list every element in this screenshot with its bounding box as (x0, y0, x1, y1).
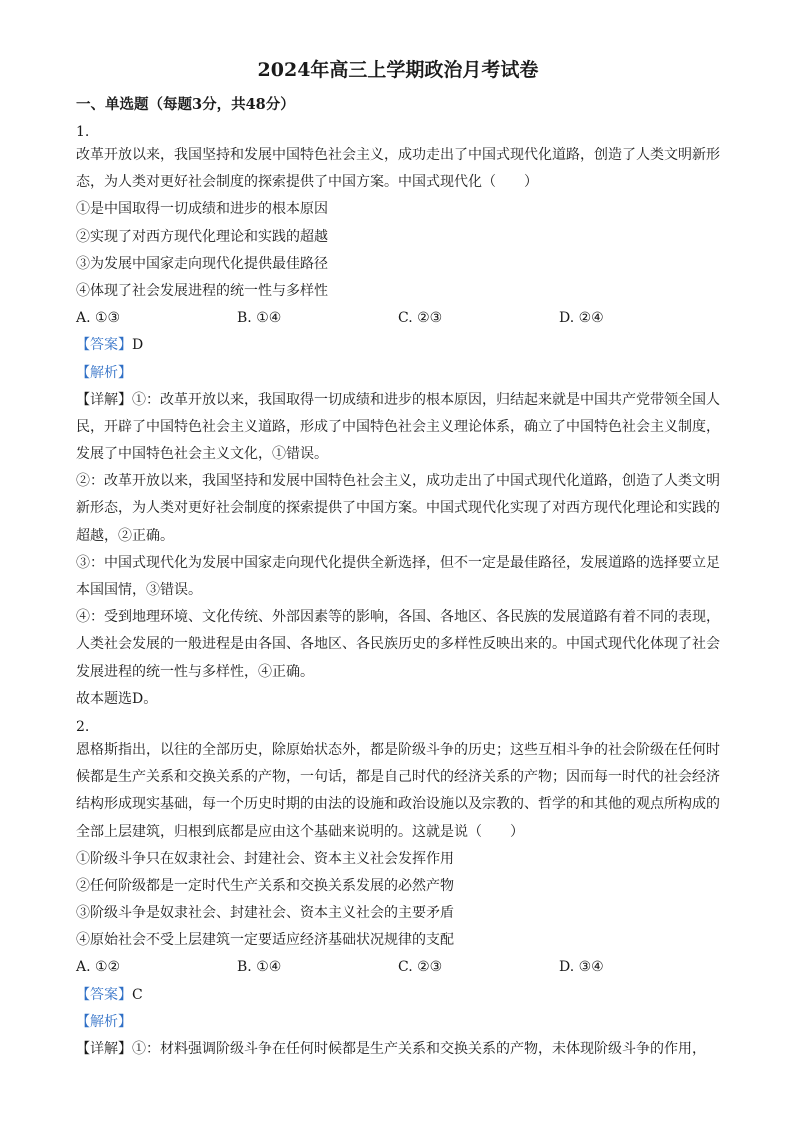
statement-4: ④体现了社会发展进程的统一性与多样性 (76, 282, 328, 299)
stem-line: 候都是生产关系和交换关系的产物，一句话，都是自己时代的经济关系的产物；因而每一时代的社会经济 (76, 769, 720, 786)
detail-line: 民，开辟了中国特色社会主义道路，形成了中国特色社会主义理论体系，确立了中国特色社会主义制度， (76, 418, 720, 435)
detail-text: ①：材料强调阶级斗争在任何时候都是生产关系和交换关系的产物，未体现阶级斗争的作用， (132, 1041, 706, 1058)
page-title: 2024年高三上学期政治月考试卷 (257, 59, 539, 81)
answer-value: C (132, 986, 143, 1003)
option-c: C. ②③ (398, 310, 443, 327)
stem-line: 恩格斯指出，以往的全部历史，除原始状态外，都是阶级斗争的历史；这些互相斗争的社会阶级在任何时 (76, 741, 720, 758)
analysis-tag: 【解析】 (76, 364, 132, 381)
detail-text: ①：改革开放以来，我国取得一切成绩和进步的根本原因，归结起来就是中国共产党带领全国人 (132, 391, 720, 408)
answer-value: D (132, 337, 144, 354)
answer-line (76, 332, 720, 359)
question-stem: 改革开放以来，我国坚持和发展中国特色社会主义，成功走出了中国式现代化道路，创造了人类文明新形态，为人类对更好社会制度的探索提供了中国方案。中国式现代化（ ） (76, 147, 720, 191)
option-d: D. ②④ (559, 310, 604, 327)
answer-options (76, 954, 720, 981)
option-a: A. ①② (76, 959, 121, 976)
option-a: A. ①③ (76, 310, 121, 327)
detail-line (76, 387, 720, 414)
option-d: D. ③④ (559, 959, 604, 976)
statement-3: ③阶级斗争是奴隶社会、封建社会、资本主义社会的主要矛盾 (76, 905, 454, 922)
statement-1: ①是中国取得一切成绩和进步的根本原因 (76, 201, 328, 218)
option-b: B. ①④ (237, 310, 282, 327)
question-2 (76, 713, 720, 1063)
analysis-tag: 【解析】 (76, 1013, 132, 1030)
answer-line (76, 982, 720, 1009)
detail-tag: 【详解】 (76, 391, 132, 408)
detail-block (76, 387, 720, 713)
statement-1: ①阶级斗争只在奴隶社会、封建社会、资本主义社会发挥作用 (76, 850, 454, 867)
stem-line: 结构形成现实基础，每一个历史时期的由法的设施和政治设施以及宗教的、哲学的和其他的观点所构成的 (76, 796, 720, 813)
question-number: 2. (76, 718, 90, 735)
section-heading: 一、单选题（每题3分，共48分） (76, 96, 295, 113)
analysis-line (76, 360, 720, 387)
statement-2: ②任何阶级都是一定时代生产关系和交换关系发展的必然产物 (76, 877, 454, 894)
detail-line: 本国国情，③错误。 (76, 582, 202, 599)
answer-tag: 【答案】 (76, 986, 132, 1003)
statement-2: ②实现了对西方现代化理论和实践的超越 (76, 228, 328, 245)
analysis-line (76, 1009, 720, 1036)
detail-line: 新形态，为人类对更好社会制度的探索提供了中国方案。中国式现代化实现了对西方现代化理论和实践的 (76, 500, 720, 517)
detail-line (76, 1036, 720, 1063)
answer-tag: 【答案】 (76, 337, 132, 354)
statement-3: ③为发展中国家走向现代化提供最佳路径 (76, 255, 328, 272)
question-1 (76, 118, 720, 713)
option-c: C. ②③ (398, 959, 443, 976)
detail-line: 发展了中国特色社会主义文化，①错误。 (76, 446, 328, 463)
detail-line: 故本题选D。 (76, 690, 158, 707)
option-b: B. ①④ (237, 959, 282, 976)
detail-line: 人类社会发展的一般进程是由各国、各地区、各民族历史的多样性反映出来的。中国式现代化体现了社会 (76, 636, 720, 653)
detail-line: ④：受到地理环境、文化传统、外部因素等的影响，各国、各地区、各民族的发展道路有着不同的表现， (76, 609, 720, 626)
answer-options (76, 305, 720, 332)
stem-line: 全部上层建筑，归根到底都是应由这个基础来说明的。这就是说（ ） (76, 823, 524, 840)
statement-4: ④原始社会不受上层建筑一定要适应经济基础状况规律的支配 (76, 932, 454, 949)
detail-tag: 【详解】 (76, 1041, 132, 1058)
detail-line: ②：改革开放以来，我国坚持和发展中国特色社会主义，成功走出了中国式现代化道路，创造了人类文明 (76, 473, 720, 490)
detail-line: ③：中国式现代化为发展中国家走向现代化提供全新选择，但不一定是最佳路径，发展道路的选择要立足 (76, 554, 720, 571)
detail-line: 发展进程的统一性与多样性，④正确。 (76, 663, 314, 680)
detail-line: 超越，②正确。 (76, 527, 174, 544)
question-number: 1. (76, 124, 90, 140)
